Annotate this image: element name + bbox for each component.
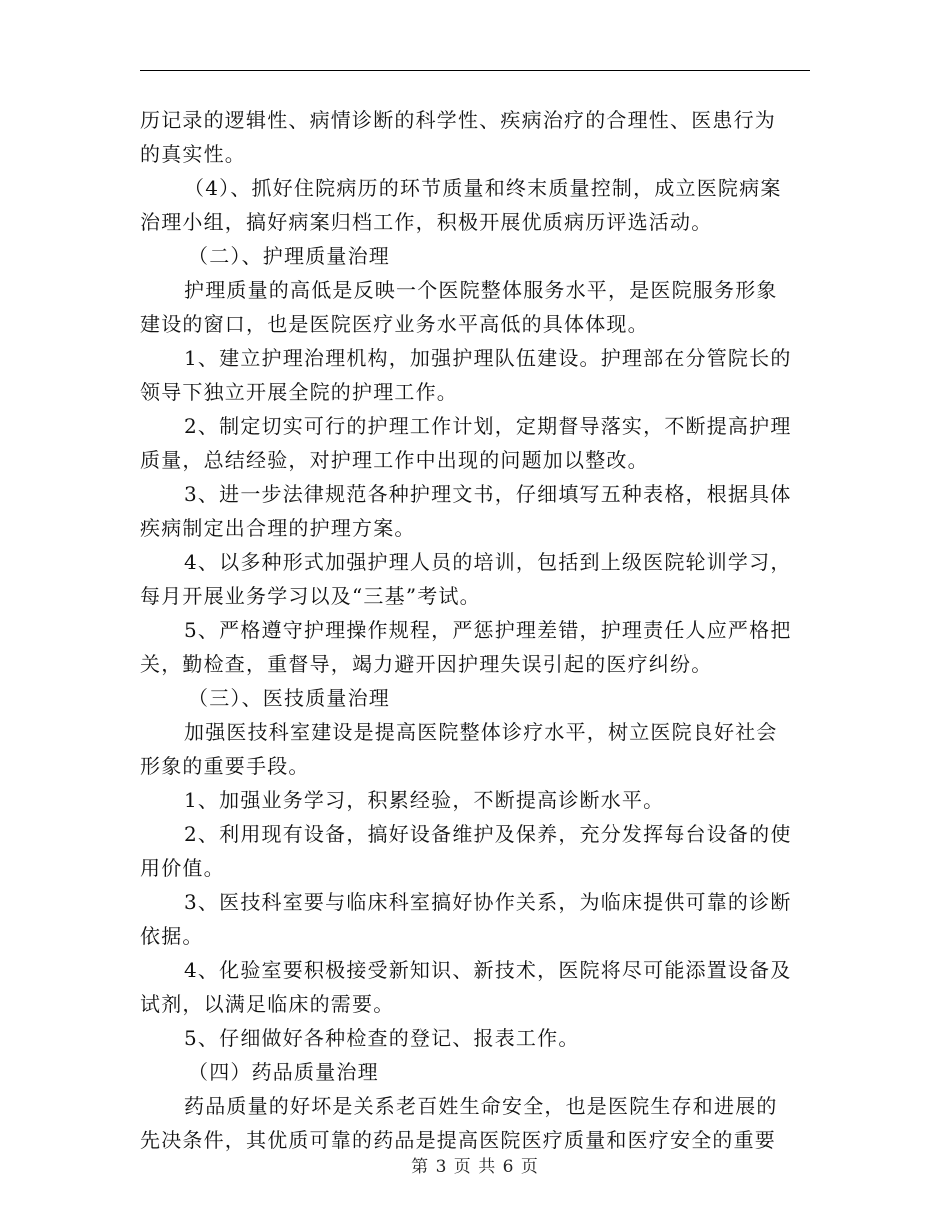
- text-line: 领导下独立开展全院的护理工作。: [140, 380, 458, 404]
- text-line: 疾病制定出合理的护理方案。: [140, 516, 416, 540]
- text-line: 用价值。: [140, 856, 225, 880]
- header-rule: [140, 70, 810, 71]
- section-heading: （四）药品质量治理: [188, 1060, 379, 1084]
- text-line: 2、利用现有设备，搞好设备维护及保养，充分发挥每台设备的使: [184, 822, 792, 846]
- text-line: 每月开展业务学习以及“三基”考试。: [140, 584, 481, 608]
- text-line: 3、进一步法律规范各种护理文书，仔细填写五种表格，根据具体: [184, 482, 792, 506]
- text-line: 质量，总结经验，对护理工作中出现的问题加以整改。: [140, 448, 649, 472]
- section-heading: （三）、医技质量治理: [188, 686, 390, 710]
- text-line: 历记录的逻辑性、病情诊断的科学性、疾病治疗的合理性、医患行为: [140, 108, 776, 132]
- text-line: 加强医技科室建设是提高医院整体诊疗水平，树立医院良好社会: [184, 720, 778, 744]
- text-line: 1、建立护理治理机构，加强护理队伍建设。护理部在分管院长的: [184, 346, 792, 370]
- text-line: 药品质量的好坏是关系老百姓生命安全，也是医院生存和进展的: [184, 1094, 778, 1118]
- text-line: 5、严格遵守护理操作规程，严惩护理差错，护理责任人应严格把: [184, 618, 792, 642]
- text-line: 2、制定切实可行的护理工作计划，定期督导落实，不断提高护理: [184, 414, 792, 438]
- document-body: [140, 103, 810, 1157]
- text-line: 先决条件，其优质可靠的药品是提高医院医疗质量和医疗安全的重要: [140, 1128, 776, 1152]
- text-line: 依据。: [140, 924, 204, 948]
- text-line: 4、以多种形式加强护理人员的培训，包括到上级医院轮训学习，: [184, 550, 792, 574]
- text-line: 治理小组，搞好病案归档工作，积极开展优质病历评选活动。: [140, 210, 713, 234]
- text-line: 的真实性。: [140, 142, 246, 166]
- page-footer: 第 3 页 共 6 页: [411, 1157, 539, 1177]
- text-line: 4、化验室要积极接受新知识、新技术，医院将尽可能添置设备及: [184, 958, 792, 982]
- text-line: 3、医技科室要与临床科室搞好协作关系，为临床提供可靠的诊断: [184, 890, 792, 914]
- text-line: 5、仔细做好各种检查的登记、报表工作。: [184, 1026, 580, 1050]
- text-line: 护理质量的高低是反映一个医院整体服务水平，是医院服务形象: [184, 278, 778, 302]
- text-line: （4）、抓好住院病历的环节质量和终末质量控制，成立医院病案: [184, 176, 782, 200]
- text-line: 关，勤检查，重督导，竭力避开因护理失误引起的医疗纠纷。: [140, 652, 713, 676]
- text-line: 1、加强业务学习，积累经验，不断提高诊断水平。: [184, 788, 665, 812]
- text-line: 试剂，以满足临床的需要。: [140, 992, 395, 1016]
- text-line: 建设的窗口，也是医院医疗业务水平高低的具体体现。: [140, 312, 649, 336]
- text-line: 形象的重要手段。: [140, 754, 310, 778]
- section-heading: （二）、护理质量治理: [188, 244, 390, 268]
